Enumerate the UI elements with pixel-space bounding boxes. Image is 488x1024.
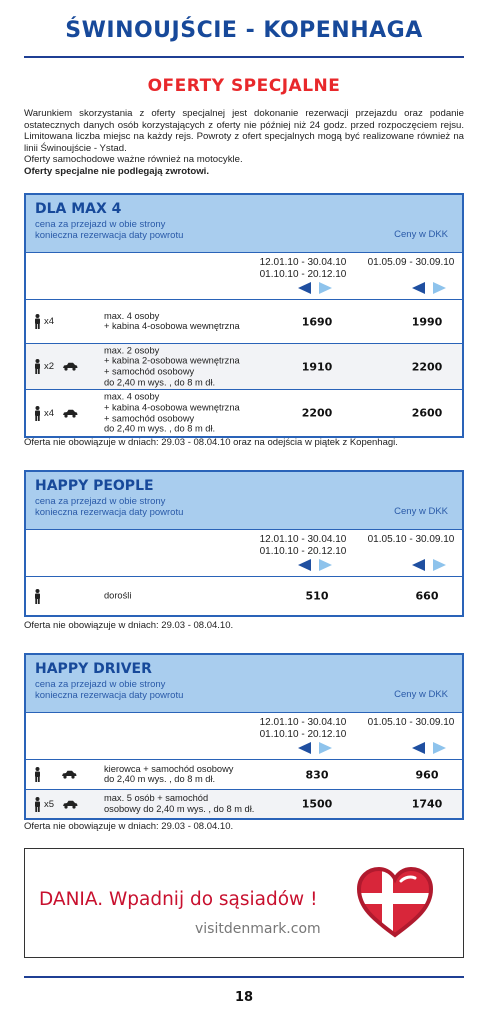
arrows-icon xyxy=(298,742,332,754)
currency-label: Ceny w DKK xyxy=(394,689,448,700)
description-line: do 2,40 m wys. , do 8 m dł. xyxy=(104,423,216,434)
price-row xyxy=(26,790,462,818)
offer-happy-driver xyxy=(24,653,464,820)
description-line: + kabina 4-osobowa wewnętrzna xyxy=(104,321,240,332)
intro-text xyxy=(24,108,464,177)
offer-subtitle-line: konieczna rezerwacja daty powrotu xyxy=(35,507,184,518)
offer-header xyxy=(26,655,462,712)
price-high-season: 1990 xyxy=(411,315,443,328)
price-row xyxy=(26,577,462,615)
intro-paragraph: Warunkiem skorzystania z oferty specjalnej jest dokonanie rezerwacji przejazdu oraz podanie ostatecznych danych osób korzystających z oferty nie później niż 24 godz. przed rozpoczęciem rejsu. Limitowana liczba miejsc na każdy rejs. Powroty z ofert specjalnych mogą być realizowane również na linii Świnoujście - Ystad. xyxy=(24,108,464,154)
arrows-icon xyxy=(412,742,446,754)
passenger-icons xyxy=(34,405,78,421)
period-high-season xyxy=(356,534,466,546)
person-icon xyxy=(34,589,41,604)
description-line: max. 5 osób + samochód xyxy=(104,793,209,804)
price-row xyxy=(26,390,462,436)
offer-subtitle-line: konieczna rezerwacja daty powrotu xyxy=(35,690,184,701)
period-header-row xyxy=(26,529,462,577)
visitdenmark-ad[interactable] xyxy=(24,848,464,958)
description-line: + kabina 2-osobowa wewnętrzna xyxy=(104,355,240,366)
person-icon xyxy=(34,359,41,374)
price-row xyxy=(26,760,462,790)
row-description xyxy=(104,793,274,815)
price-high-season: 2200 xyxy=(411,360,443,373)
description-line: osobowy do 2,40 m wys. , do 8 m dł. xyxy=(104,804,255,814)
offer-subtitle xyxy=(35,679,183,701)
description-line: + samochód osobowy xyxy=(104,366,195,377)
person-icon xyxy=(34,406,41,421)
row-description xyxy=(104,591,274,602)
passenger-icons xyxy=(34,359,78,375)
ad-url[interactable]: visitdenmark.com xyxy=(195,921,321,937)
period-header-row xyxy=(26,712,462,760)
price-low-season: 1500 xyxy=(301,797,333,811)
offer-happy-people xyxy=(24,470,464,617)
offer-header xyxy=(26,472,462,529)
period-line: 12.01.10 - 30.04.10 xyxy=(259,257,347,268)
period-low-season xyxy=(248,717,358,741)
car-icon xyxy=(62,409,78,418)
period-line: 01.05.09 - 30.09.10 xyxy=(367,257,455,268)
description-line: kierowca + samochód osobowy xyxy=(104,763,234,774)
row-description xyxy=(104,345,274,388)
offer-note: Oferta nie obowiązuje w dniach: 29.03 - 08.04.10. xyxy=(24,620,234,631)
price-low-season: 830 xyxy=(305,768,329,781)
person-icon xyxy=(34,314,41,329)
row-description xyxy=(104,311,274,333)
arrows-icon xyxy=(298,282,332,294)
car-icon xyxy=(62,362,78,371)
offer-note: Oferta nie obowiązuje w dniach: 29.03 - 08.04.10 oraz na odejścia w piątek z Kopenhagi. xyxy=(24,437,398,448)
offer-dla-max-4 xyxy=(24,193,464,438)
offer-name: HAPPY PEOPLE xyxy=(35,478,154,494)
period-line: 01.10.10 - 20.12.10 xyxy=(259,729,347,740)
passenger-icons xyxy=(34,796,78,812)
description-line: do 2,40 m wys. , do 8 m dł. xyxy=(104,774,216,785)
offer-subtitle-line: cena za przejazd w obie strony xyxy=(35,219,166,230)
price-high-season: 2600 xyxy=(411,406,443,420)
description-line: dorośli xyxy=(104,590,132,601)
person-icon xyxy=(34,797,41,812)
description-line: + samochód osobowy xyxy=(104,413,195,423)
row-description xyxy=(104,391,274,434)
price-row xyxy=(26,300,462,344)
period-high-season xyxy=(356,717,466,729)
price-high-season: 960 xyxy=(415,768,439,781)
currency-label: Ceny w DKK xyxy=(394,506,448,517)
offer-name: HAPPY DRIVER xyxy=(35,661,152,677)
period-low-season xyxy=(248,257,358,281)
arrows-icon xyxy=(298,559,332,571)
price-high-season: 660 xyxy=(415,589,439,603)
danish-flag-heart-icon xyxy=(355,863,435,943)
period-line: 01.10.10 - 20.12.10 xyxy=(259,269,347,280)
offer-subtitle xyxy=(35,496,183,518)
arrows-icon xyxy=(412,559,446,571)
period-header-row xyxy=(26,252,462,300)
price-low-season: 1690 xyxy=(301,315,333,328)
price-low-season: 510 xyxy=(305,589,329,603)
period-low-season xyxy=(248,534,358,558)
price-low-season: 1910 xyxy=(301,360,333,373)
price-low-season: 2200 xyxy=(301,406,333,420)
offer-subtitle xyxy=(35,219,183,241)
car-icon xyxy=(61,770,77,779)
passenger-multiplier: x4 xyxy=(44,407,55,419)
intro-motorcycles: Oferty samochodowe ważne również na motocykle. xyxy=(24,154,243,165)
page-title: ŚWINOUJŚCIE - KOPENHAGA xyxy=(65,18,423,43)
top-divider xyxy=(24,56,464,58)
offer-subtitle-line: konieczna rezerwacja daty powrotu xyxy=(35,230,184,241)
row-description xyxy=(104,764,274,786)
period-line: 12.01.10 - 30.04.10 xyxy=(259,534,347,545)
period-line: 01.05.10 - 30.09.10 xyxy=(367,717,455,728)
description-line: do 2,40 m wys. , do 8 m dł. xyxy=(104,377,216,388)
section-title: OFERTY SPECJALNE xyxy=(147,76,341,96)
bottom-divider xyxy=(24,976,464,978)
car-icon xyxy=(62,800,78,809)
description-line: max. 2 osoby xyxy=(104,344,160,355)
passenger-multiplier: x4 xyxy=(44,316,55,327)
passenger-icons xyxy=(34,767,77,783)
offer-subtitle-line: cena za przejazd w obie strony xyxy=(35,496,166,507)
period-high-season xyxy=(356,257,466,269)
passenger-icons xyxy=(34,588,41,604)
offer-note: Oferta nie obowiązuje w dniach: 29.03 - 08.04.10. xyxy=(24,821,234,832)
price-high-season: 1740 xyxy=(411,797,443,811)
description-line: max. 4 osoby xyxy=(104,310,160,321)
price-row xyxy=(26,344,462,390)
ad-slogan: DANIA. Wpadnij do sąsiadów ! xyxy=(39,889,318,910)
passenger-icons xyxy=(34,314,54,330)
person-icon xyxy=(34,767,41,782)
passenger-multiplier: x5 xyxy=(44,798,55,810)
offer-name: DLA MAX 4 xyxy=(35,201,122,217)
period-line: 01.10.10 - 20.12.10 xyxy=(259,546,347,557)
period-line: 01.05.10 - 30.09.10 xyxy=(367,534,455,545)
period-line: 12.01.10 - 30.04.10 xyxy=(259,717,347,728)
description-line: max. 4 osoby xyxy=(104,391,160,402)
description-line: + kabina 4-osobowa wewnętrzna xyxy=(104,402,240,413)
passenger-multiplier: x2 xyxy=(44,361,55,372)
offer-header xyxy=(26,195,462,252)
currency-label: Ceny w DKK xyxy=(394,229,448,240)
offer-subtitle-line: cena za przejazd w obie strony xyxy=(35,679,166,690)
page-number: 18 xyxy=(234,990,254,1005)
intro-no-refund: Oferty specjalne nie podlegają zwrotowi. xyxy=(24,165,209,177)
arrows-icon xyxy=(412,282,446,294)
